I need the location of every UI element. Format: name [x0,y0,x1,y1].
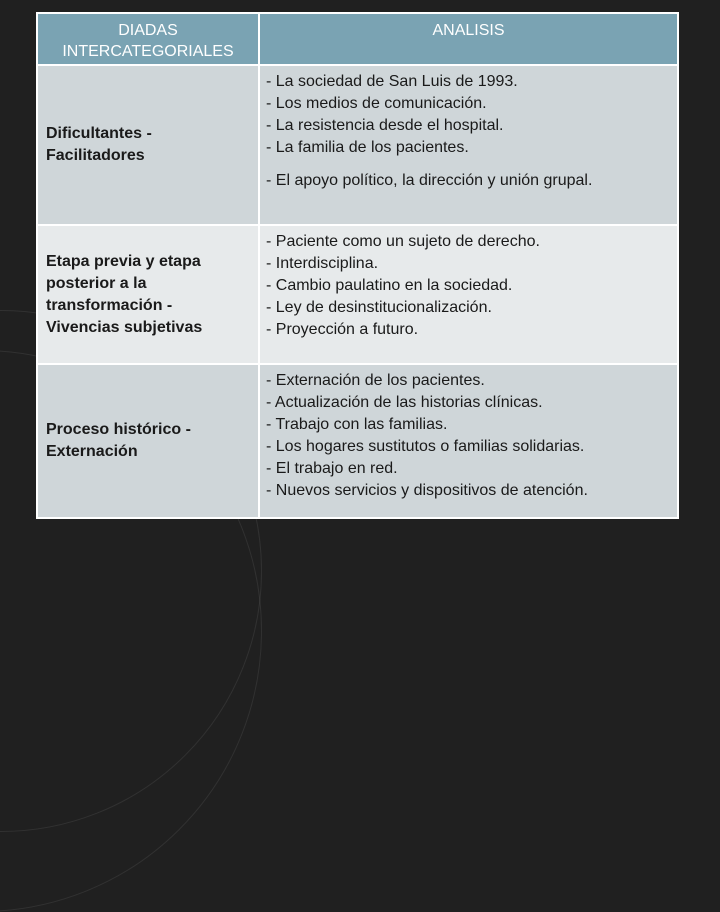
row-1-list [266,71,671,192]
row-3-category [38,365,258,517]
table-grid [38,14,677,517]
list-item: - Los hogares sustitutos o familias solidarias. [266,438,585,455]
row-3-list [266,370,671,502]
list-item: - Actualización de las historias clínicas. [266,394,543,411]
list-item: - Externación de los pacientes. [266,372,485,389]
list-item: - La resistencia desde el hospital. [266,117,504,134]
header-analisis: ANALISIS [260,14,677,64]
header-diadas: DIADAS INTERCATEGORIALES [38,14,258,64]
list-item: - Los medios de comunicación. [266,95,487,112]
row-2-category [38,226,258,363]
row-2-category-label: Etapa previa y etapa posterior a la transformación - Vivencias subjetivas [46,252,203,336]
list-item: - Trabajo con las familias. [266,416,448,433]
list-item: - La sociedad de San Luis de 1993. [266,73,518,90]
row-2-list [266,231,671,341]
row-1-category-label: Dificultantes - Facilitadores [46,125,152,164]
list-item: - Ley de desinstitucionalización. [266,299,492,316]
row-3-category-label: Proceso histórico - Externación [46,421,191,460]
row-1-analysis [260,66,677,224]
list-item: - Nuevos servicios y dispositivos de atención. [266,482,588,499]
row-2-analysis [260,226,677,363]
row-3-analysis [260,365,677,517]
list-item: - Interdisciplina. [266,255,379,272]
list-item: - Cambio paulatino en la sociedad. [266,277,513,294]
list-item: - El trabajo en red. [266,460,398,477]
analysis-table [36,12,679,519]
list-item: - Proyección a futuro. [266,321,419,338]
row-1-category [38,66,258,224]
list-item: - Paciente como un sujeto de derecho. [266,233,540,250]
list-item: - La familia de los pacientes. [266,139,469,156]
list-item: - El apoyo político, la dirección y unión grupal. [266,172,593,189]
